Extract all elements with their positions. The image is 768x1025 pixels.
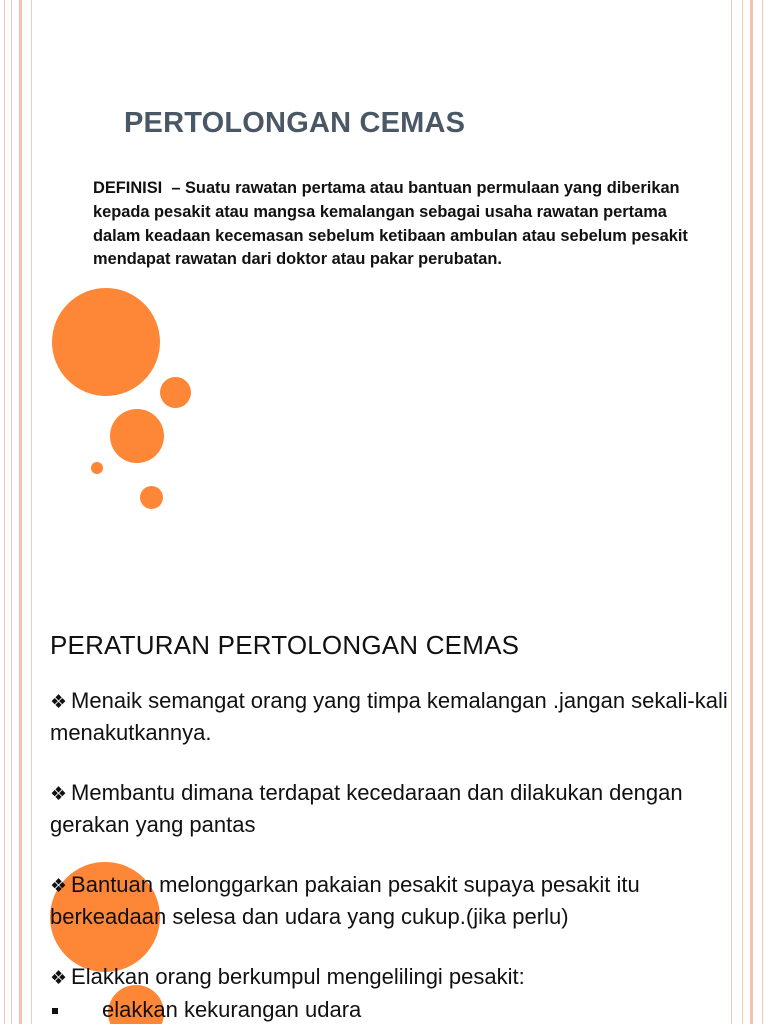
section-title: PERATURAN PERTOLONGAN CEMAS [50, 630, 520, 660]
decor-circle [91, 462, 103, 474]
rule-text: Menaik semangat orang yang timpa kemalangan .jangan sekali-kali menakutkannya. [50, 688, 728, 745]
subitem-text: elakkan kekurangan udara [102, 997, 362, 1022]
diamond-bullet-icon: ❖ [50, 876, 68, 897]
rules-list [50, 686, 750, 994]
decor-circle [140, 486, 163, 509]
decor-circle [160, 377, 191, 408]
rule-text: Membantu dimana terdapat kecedaraan dan dilakukan dengan gerakan yang pantas [50, 780, 683, 837]
list-item [50, 778, 750, 840]
list-item [50, 870, 750, 932]
definition-label: DEFINISI [93, 179, 163, 197]
square-bullet-icon [52, 1008, 58, 1014]
definition-paragraph [93, 177, 713, 272]
diamond-bullet-icon: ❖ [50, 784, 68, 805]
list-item [50, 962, 750, 994]
decor-circle [110, 409, 164, 463]
rule-text: Bantuan melonggarkan pakaian pesakit supaya pesakit itu berkeadaan selesa dan udara yang cukup.(jika perlu) [50, 872, 640, 929]
page-title: PERTOLONGAN CEMAS [124, 107, 466, 139]
diamond-bullet-icon: ❖ [50, 692, 68, 713]
rule-text: Elakkan orang berkumpul mengelilingi pesakit: [71, 964, 525, 989]
slide-definition [0, 0, 768, 512]
decor-circle [52, 288, 160, 396]
diamond-bullet-icon: ❖ [50, 968, 68, 989]
definition-text: – Suatu rawatan pertama atau bantuan permulaan yang diberikan kepada pesakit atau mangsa kemalangan sebagai usaha rawatan pertama dalam keadaan kecemasan sebelum ketibaan ambulan atau sebelum pesakit mendapat rawatan dari doktor atau pakar perubatan. [93, 179, 693, 269]
list-item [50, 686, 750, 748]
sub-list-item [50, 995, 361, 1025]
